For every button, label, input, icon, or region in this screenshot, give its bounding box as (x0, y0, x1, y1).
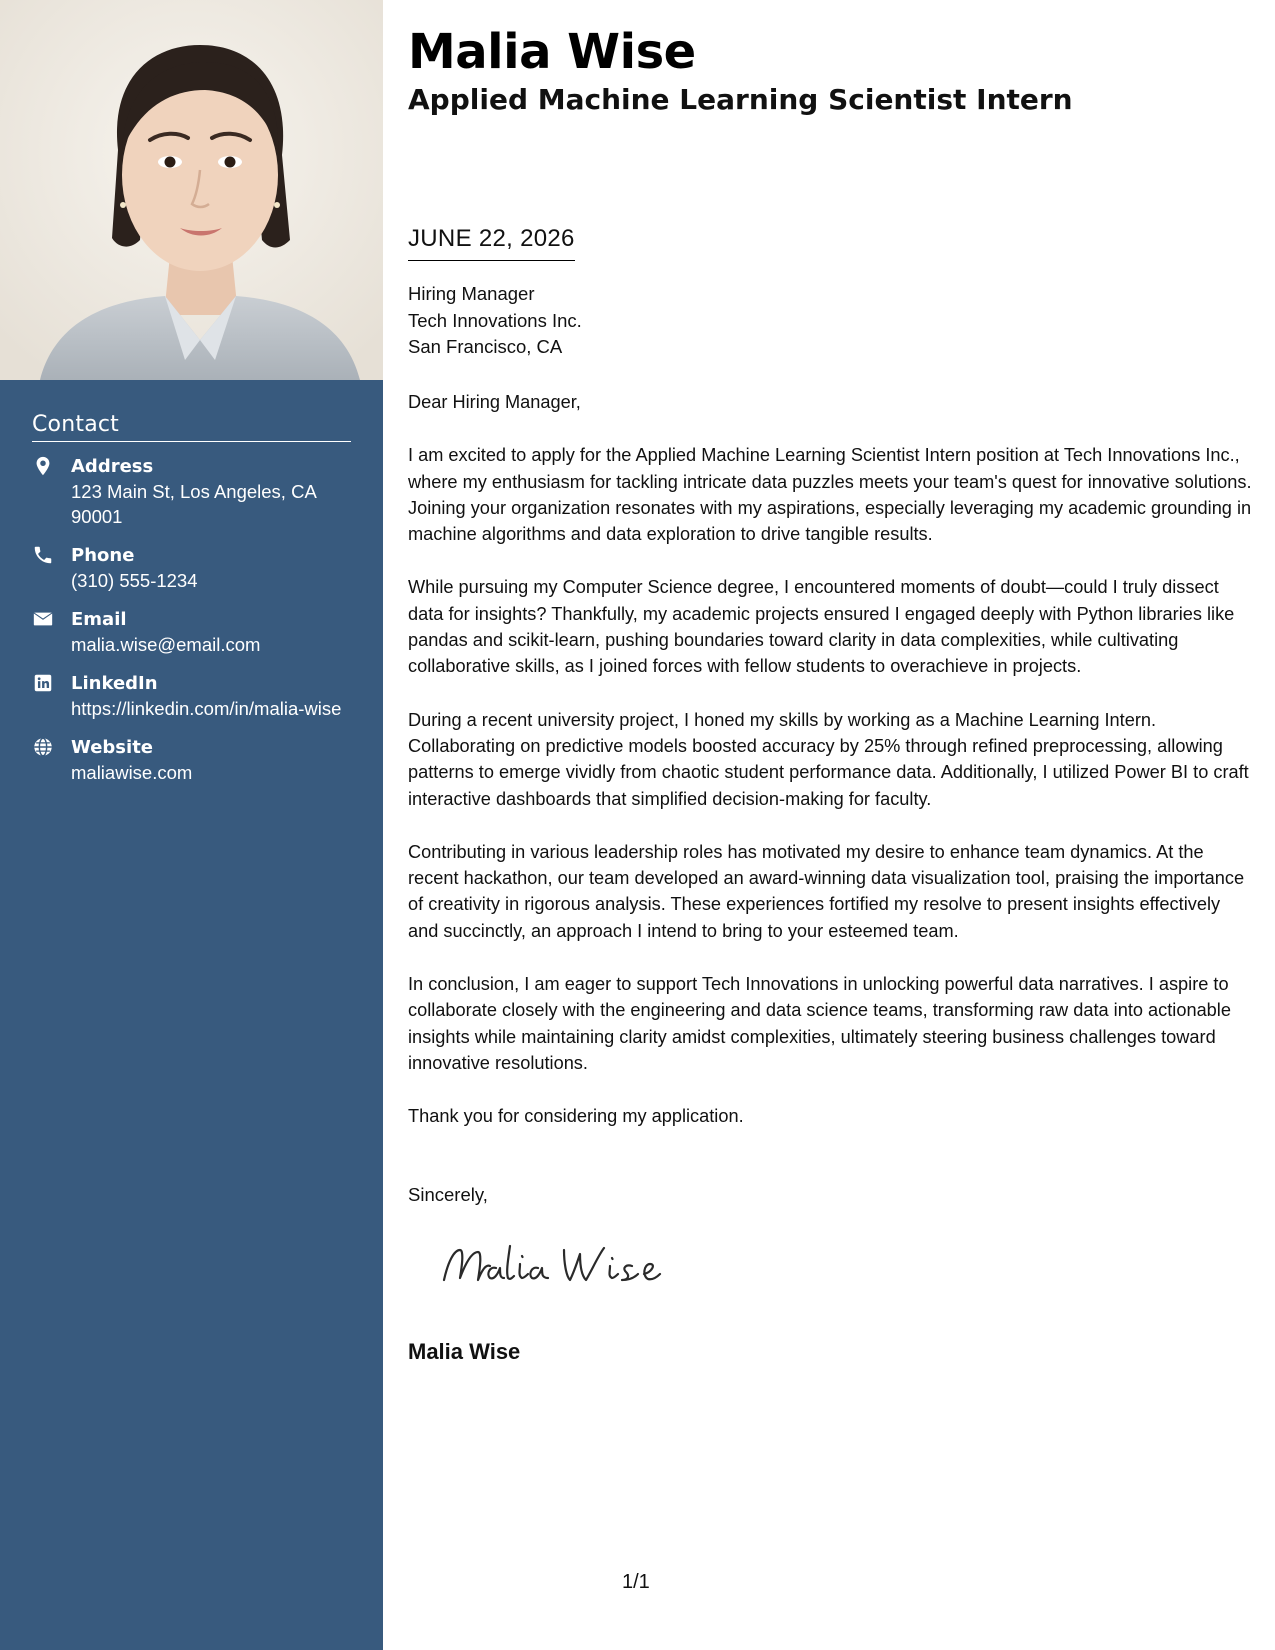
phone-icon (32, 544, 54, 566)
recipient-line: Hiring Manager (408, 283, 535, 304)
applicant-name: Malia Wise (408, 24, 696, 80)
contact-linkedin-label: LinkedIn (71, 673, 158, 694)
body-paragraph: During a recent university project, I honed my skills by working as a Machine Learning Intern. Collaborating on predictive models boosted accuracy by 25% through refined preprocessing, allowing patterns to emerge vividly from chaotic student performance data. Additionally, I utilized Power BI to craft interactive dashboards that simplified decision-making for faculty. (408, 709, 1249, 809)
contact-phone-value: (310) 555-1234 (71, 570, 198, 591)
contact-heading: Contact (32, 412, 351, 442)
recipient-block (408, 281, 582, 361)
body-paragraph: In conclusion, I am eager to support Tech Innovations in unlocking powerful data narratives. I aspire to collaborate closely with the engineering and data science teams, transforming raw data into actionable insights while maintaining clarity amidst complexities, ultimately steering business challenges toward innovative resolutions. (408, 974, 1231, 1073)
envelope-icon (32, 608, 54, 630)
signature-image (438, 1232, 668, 1307)
date-block (408, 222, 575, 261)
linkedin-icon (32, 672, 54, 694)
contact-email-value: malia.wise@email.com (71, 634, 261, 655)
contact-address-label: Address (71, 456, 154, 477)
letter-body (408, 389, 1254, 1157)
recipient-line: San Francisco, CA (408, 336, 563, 357)
profile-photo (0, 0, 383, 380)
contact-address-value: 123 Main St, Los Angeles, CA 90001 (71, 481, 316, 527)
contact-email (32, 607, 351, 657)
recipient-line: Tech Innovations Inc. (408, 309, 582, 331)
signature-name: Malia Wise (408, 1339, 521, 1364)
globe-icon (32, 736, 54, 758)
body-paragraph: While pursuing my Computer Science degree, I encountered moments of doubt—could I truly dissect data for insights? Thankfully, my academic projects ensured I engaged deeply with Python libraries like pandas and scikit-learn, pushing boundaries toward clarity in data complexities, while cultivating collaborative skills, as I joined forces with fellow students to overachieve in projects. (408, 577, 1235, 677)
body-paragraph: Thank you for considering my application. (408, 1106, 744, 1127)
contact-linkedin (32, 671, 351, 721)
map-pin-icon (32, 455, 54, 477)
page-number: 1/1 (622, 1571, 650, 1593)
job-title: Applied Machine Learning Scientist Intern (408, 83, 1073, 116)
contact-website-value[interactable]: maliawise.com (71, 762, 193, 783)
salutation: Dear Hiring Manager, (408, 392, 581, 412)
contact-email-label: Email (71, 609, 127, 630)
letter-main (408, 22, 1254, 1364)
contact-website-label: Website (71, 737, 154, 758)
letter-date: JUNE 22, 2026 (408, 222, 575, 261)
contact-address (32, 454, 351, 529)
sidebar (0, 0, 383, 1650)
contact-linkedin-value[interactable]: https://linkedin.com/in/malia-wise (71, 698, 342, 719)
closing: Sincerely, (408, 1184, 488, 1205)
contact-website (32, 735, 351, 785)
body-paragraph: Contributing in various leadership roles has motivated my desire to enhance team dynamics. At the recent hackathon, our team developed an award-winning data visualization tool, praising the importance of creativity in rigorous analysis. These experiences fortified my resolve to present insights effectively and succinctly, an approach I intend to bring to your esteemed team. (408, 841, 1245, 941)
body-paragraph: I am excited to apply for the Applied Machine Learning Scientist Intern position at Tech Innovations Inc., where my enthusiasm for tackling intricate data puzzles meets your team's quest for innovative solutions. Joining your organization resonates with my aspirations, especially leveraging my academic grounding in machine algorithms and data exploration to drive tangible results. (408, 445, 1252, 545)
contact-phone (32, 543, 351, 593)
contact-section (32, 412, 351, 785)
contact-phone-label: Phone (71, 545, 135, 566)
